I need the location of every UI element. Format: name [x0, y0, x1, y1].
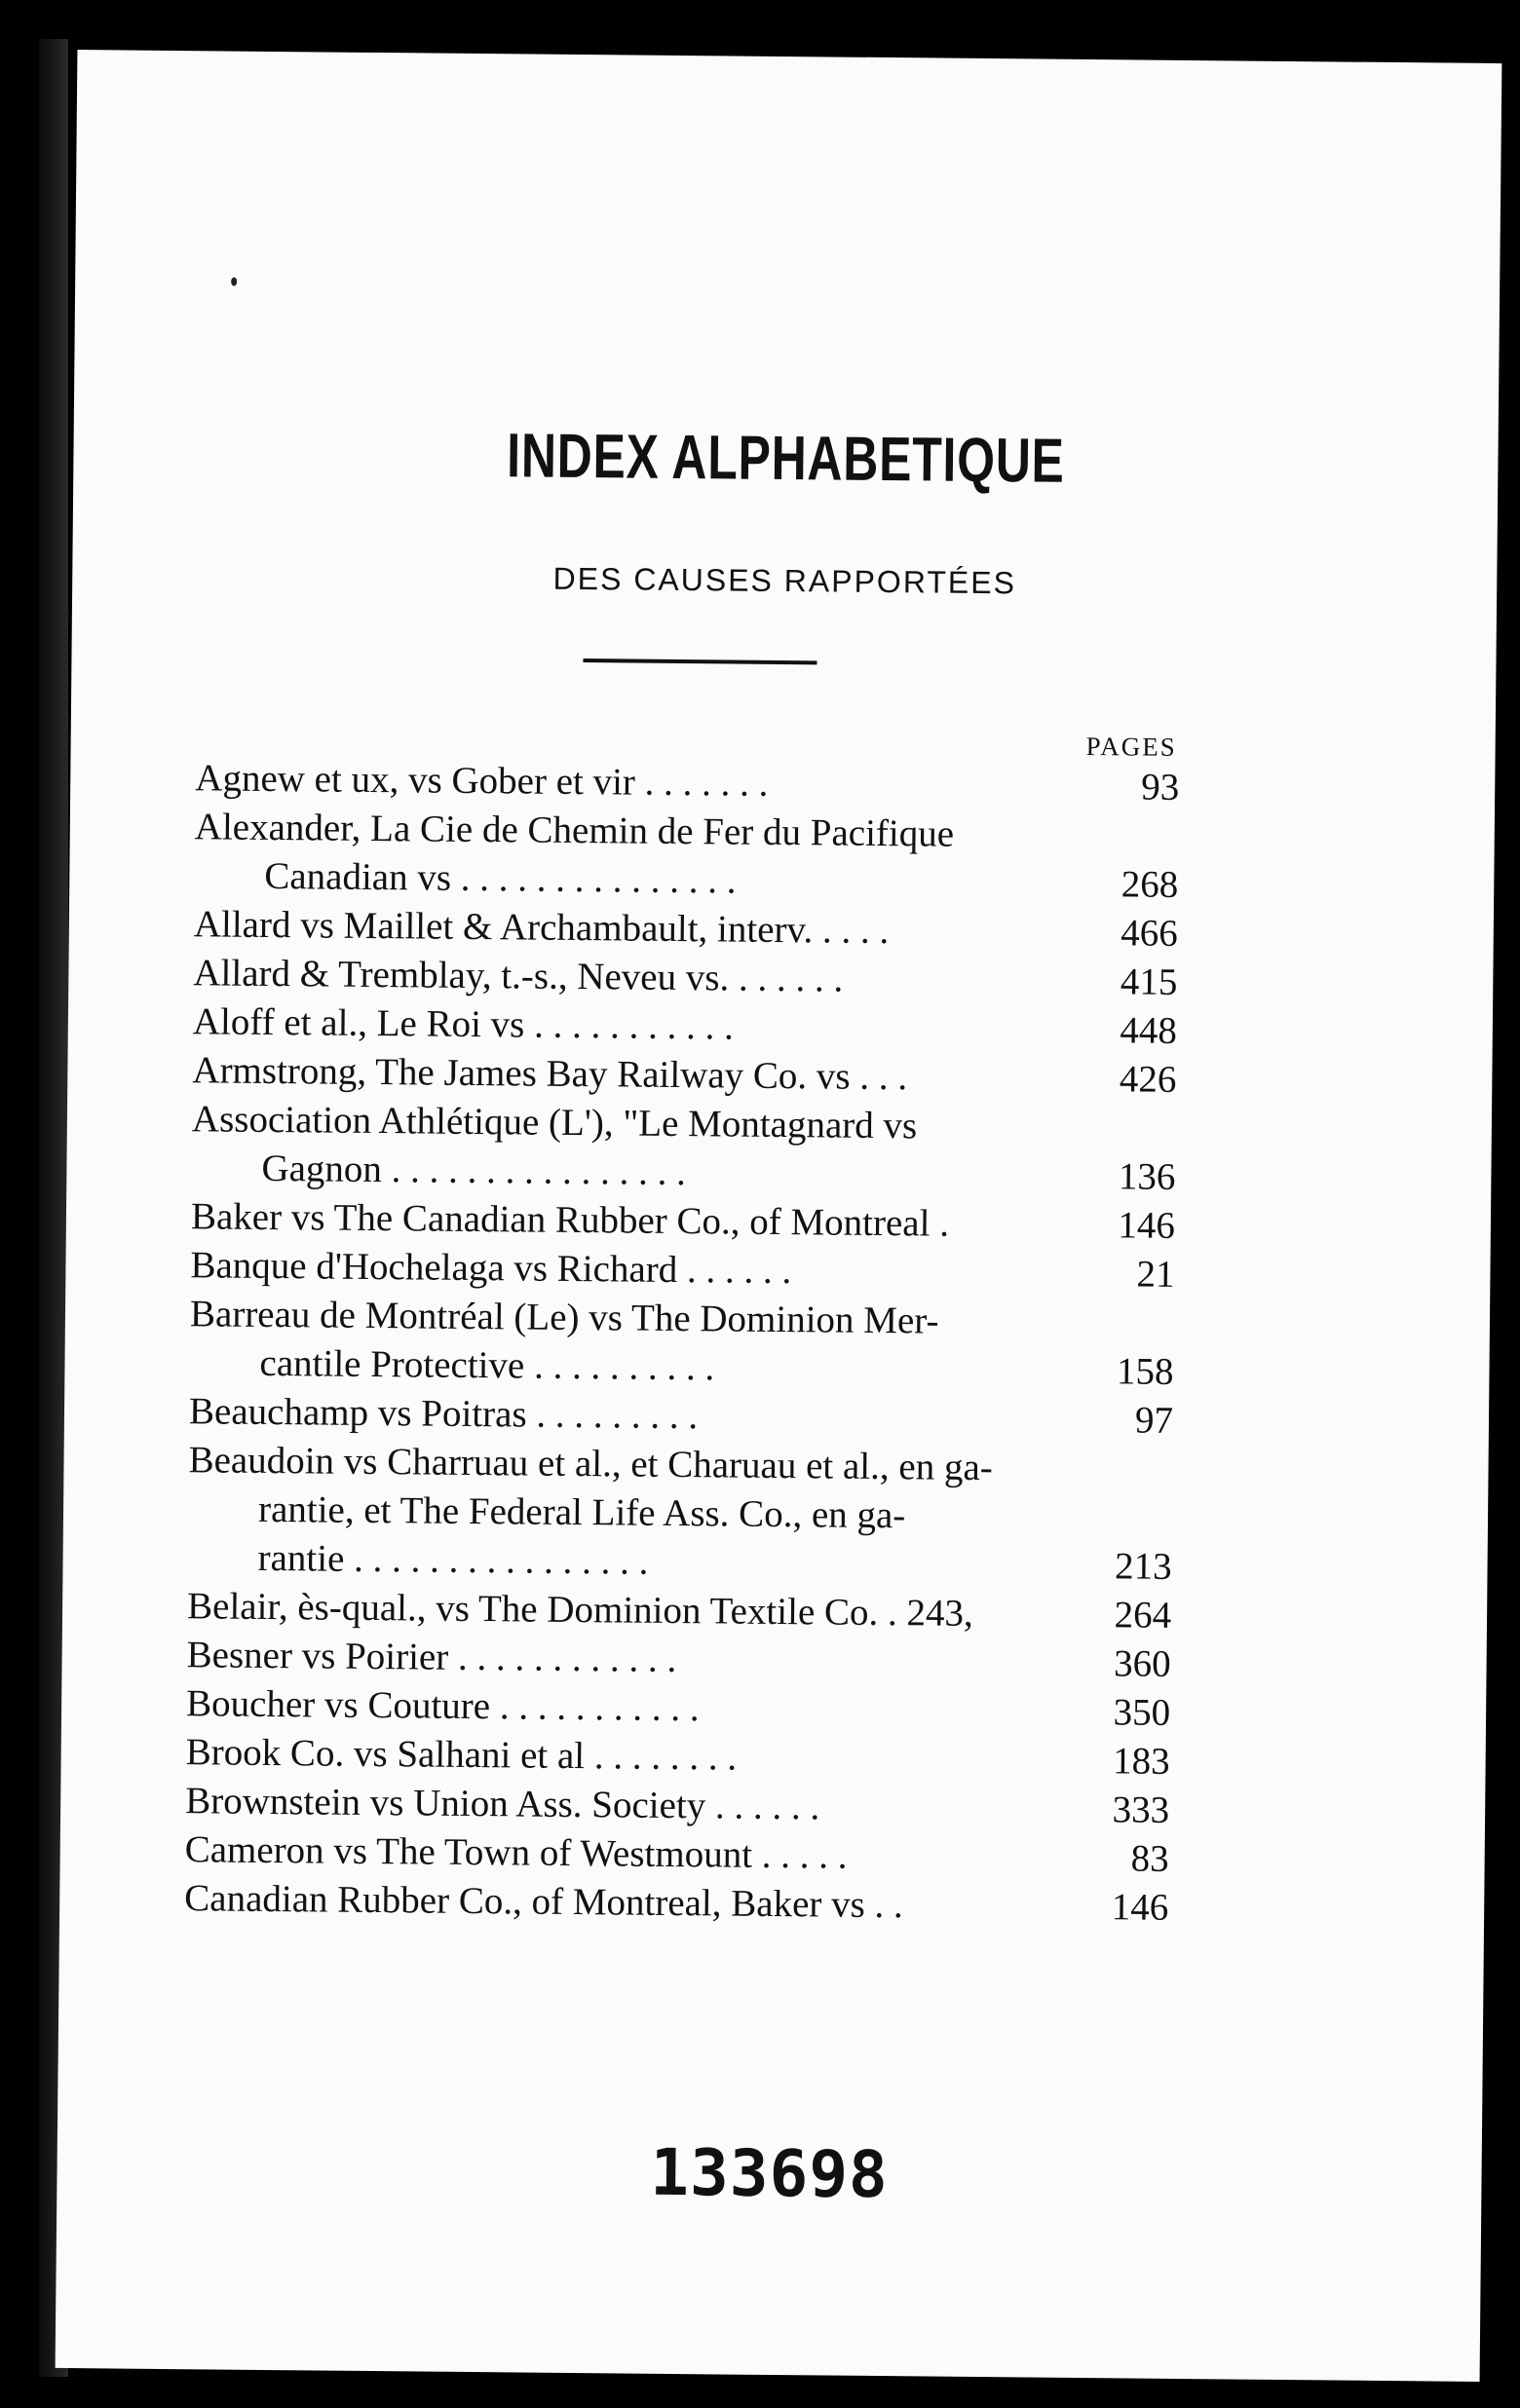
scanned-page: [56, 50, 1502, 2382]
entry-line: Agnew et ux, vs Gober et vir . . . . . . .: [195, 757, 769, 805]
entry-page: 146: [1118, 1204, 1176, 1247]
index-entry: [194, 803, 1179, 910]
entry-line: Association Athlétique (L'), "Le Montagnard vs: [191, 1098, 918, 1148]
entry-line: Canadian vs . . . . . . . . . . . . . . .: [264, 854, 737, 902]
index-subtitle: DES CAUSES RAPPORTÉES: [552, 560, 1017, 601]
entry-page: 146: [1111, 1886, 1169, 1929]
entry-line: Banque d'Hochelaga vs Richard . . . . . .: [190, 1244, 792, 1293]
entry-page: 268: [1121, 863, 1179, 906]
entry-page: 426: [1119, 1058, 1177, 1101]
entry-line: Beauchamp vs Poitras . . . . . . . . .: [188, 1390, 699, 1438]
entry-line: Aloff et al., Le Roi vs . . . . . . . . . . .: [192, 1000, 735, 1048]
entry-line: cantile Protective . . . . . . . . . .: [259, 1341, 715, 1389]
pages-column-header: PAGES: [1085, 732, 1177, 762]
index-entry: [189, 1290, 1174, 1397]
index-entries: [184, 754, 1179, 1933]
entry-line: Barreau de Montréal (Le) vs The Dominion Mer-: [189, 1293, 939, 1342]
entry-line: Besner vs Poirier . . . . . . . . . . . .: [186, 1634, 677, 1681]
entry-line: Boucher vs Couture . . . . . . . . . . .: [185, 1682, 700, 1730]
entry-line: Allard & Tremblay, t.-s., Neveu vs. . . . . . .: [193, 952, 844, 1000]
entry-line: Cameron vs The Town of Westmount . . . . .: [184, 1828, 848, 1877]
entry-line: Belair, ès-qual., vs The Dominion Textile Co. . 243,: [186, 1585, 973, 1635]
ink-speck: [231, 278, 237, 286]
title-rule: [583, 658, 817, 664]
entry-line: rantie, et The Federal Life Ass. Co., en ga-: [257, 1487, 906, 1537]
entry-page: 21: [1136, 1253, 1175, 1296]
entry-page: 93: [1141, 766, 1180, 809]
index-entry: [191, 1095, 1176, 1202]
entry-line: Brownstein vs Union Ass. Society . . . . . .: [184, 1780, 820, 1828]
entry-line: Armstrong, The James Bay Railway Co. vs . . .: [192, 1049, 908, 1099]
entry-page: 350: [1113, 1691, 1171, 1734]
entry-line: Gagnon . . . . . . . . . . . . . . . .: [261, 1147, 687, 1194]
index-entry: [187, 1436, 1172, 1592]
entry-line: Baker vs The Canadian Rubber Co., of Montreal .: [190, 1195, 950, 1245]
entry-line: Brook Co. vs Salhani et al . . . . . . . .: [185, 1731, 738, 1779]
entry-page: 213: [1114, 1545, 1172, 1588]
entry-line: Alexander, La Cie de Chemin de Fer du Pacifique: [194, 806, 955, 855]
entry-page: 333: [1112, 1788, 1170, 1831]
entry-page: 158: [1116, 1350, 1174, 1393]
entry-line: Allard vs Maillet & Archambault, interv. . . . .: [193, 903, 890, 953]
index-entry: [184, 1874, 1168, 1933]
entry-page: 183: [1112, 1740, 1170, 1783]
entry-page: 136: [1118, 1155, 1176, 1198]
entry-page: 83: [1130, 1837, 1169, 1880]
index-title: INDEX ALPHABETIQUE: [506, 420, 1066, 496]
entry-page: 466: [1121, 912, 1179, 955]
accession-number-stamp: 133698: [649, 2134, 890, 2213]
entry-page: 360: [1113, 1642, 1171, 1685]
entry-line: rantie . . . . . . . . . . . . . . . .: [257, 1536, 649, 1583]
entry-page: 415: [1120, 960, 1178, 1003]
entry-page: 264: [1114, 1594, 1172, 1637]
entry-line: Canadian Rubber Co., of Montreal, Baker vs . .: [184, 1877, 904, 1927]
entry-line: Beaudoin vs Charruau et al., et Charuau et al., en ga-: [188, 1439, 993, 1489]
entry-page: 97: [1134, 1399, 1174, 1442]
entry-page: 448: [1120, 1009, 1178, 1052]
